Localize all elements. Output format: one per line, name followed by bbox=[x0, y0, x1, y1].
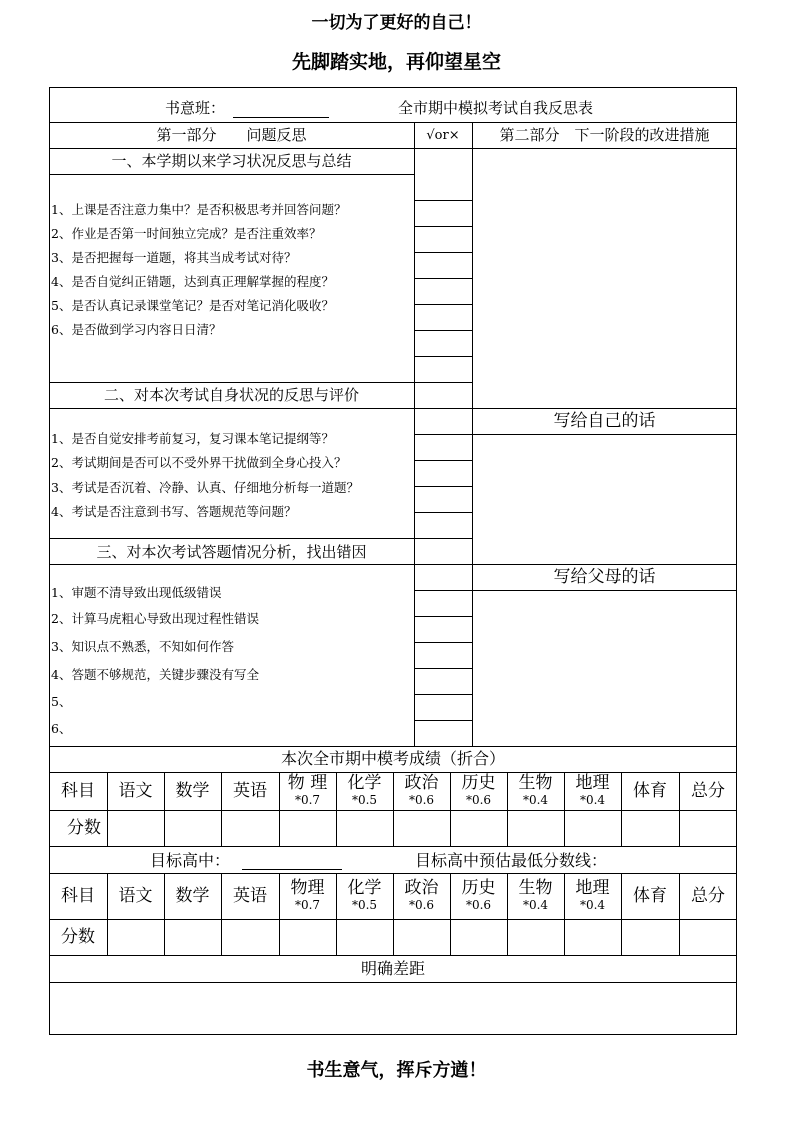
score-cell[interactable] bbox=[451, 811, 506, 845]
subject-factor: *0.7 bbox=[294, 793, 321, 807]
self-words-title: 写给自己的话 bbox=[553, 411, 656, 431]
score-cell[interactable] bbox=[508, 811, 563, 845]
score-cell[interactable] bbox=[108, 811, 163, 845]
section1-question: 5、是否认真记录课堂笔记？是否对笔记消化吸收？ bbox=[51, 298, 334, 313]
check-cell[interactable] bbox=[414, 642, 472, 643]
subject-header bbox=[279, 879, 336, 912]
score-cell[interactable] bbox=[337, 811, 392, 845]
check-header: √or× bbox=[426, 128, 460, 143]
score-cell[interactable] bbox=[394, 811, 449, 845]
score-cell[interactable] bbox=[451, 920, 506, 954]
section1-question: 6、是否做到学习内容日日清？ bbox=[51, 322, 222, 337]
subject-name: 化学 bbox=[347, 878, 382, 898]
subject-factor: *0.5 bbox=[351, 898, 378, 912]
subject-header bbox=[507, 879, 564, 912]
section3-question: 5、 bbox=[51, 694, 72, 709]
check-cell[interactable] bbox=[414, 668, 472, 669]
subject-name: 数学 bbox=[175, 781, 210, 801]
score-cell[interactable] bbox=[508, 920, 563, 954]
section1-title: 一、本学期以来学习状况反思与总结 bbox=[111, 152, 352, 170]
subject-name: 语文 bbox=[118, 886, 153, 906]
subject-factor: *0.4 bbox=[579, 898, 606, 912]
check-cell[interactable] bbox=[414, 226, 472, 227]
section2-question: 3、考试是否沉着、冷静、认真、仔细地分析每一道题？ bbox=[51, 480, 359, 495]
subject-name: 历史 bbox=[461, 773, 496, 793]
section2-question: 1、是否自觉安排考前复习，复习课本笔记提纲等？ bbox=[51, 431, 334, 446]
check-cell[interactable] bbox=[414, 356, 472, 357]
section1-question: 3、是否把握每一道题，将其当成考试对待？ bbox=[51, 250, 297, 265]
score-label: 分数 bbox=[67, 818, 101, 838]
part1-header: 第一部分 问题反思 bbox=[156, 126, 307, 144]
check-cell[interactable] bbox=[414, 252, 472, 253]
score-cell[interactable] bbox=[280, 920, 335, 954]
section1-question: 1、上课是否注意力集中？是否积极思考并回答问题？ bbox=[51, 202, 347, 217]
subject-header bbox=[279, 774, 336, 807]
form-title: 全市期中模拟考试自我反思表 bbox=[398, 99, 594, 117]
subject-header bbox=[221, 887, 279, 905]
scores-title: 本次全市期中模考成绩（折合） bbox=[280, 749, 505, 768]
target-school-blank[interactable] bbox=[242, 869, 342, 870]
score-cell[interactable] bbox=[280, 811, 335, 845]
subject-factor: *0.6 bbox=[465, 793, 492, 807]
subject-factor: *0.6 bbox=[465, 898, 492, 912]
section3-title: 三、对本次考试答题情况分析，找出错因 bbox=[96, 543, 367, 561]
section3-question: 1、审题不清导致出现低级错误 bbox=[51, 585, 222, 600]
subject-factor: *0.6 bbox=[408, 793, 435, 807]
subject-header bbox=[507, 774, 564, 807]
check-cell[interactable] bbox=[414, 694, 472, 695]
subject-header bbox=[107, 887, 164, 905]
subject-factor: *0.5 bbox=[351, 793, 378, 807]
subject-name: 地理 bbox=[575, 878, 610, 898]
check-cell[interactable] bbox=[414, 434, 472, 435]
check-cell[interactable] bbox=[414, 512, 472, 513]
subject-header bbox=[450, 879, 507, 912]
part2-header: 第二部分 下一阶段的改进措施 bbox=[499, 126, 710, 144]
score-label: 分数 bbox=[61, 927, 95, 947]
score-cell[interactable] bbox=[565, 811, 620, 845]
score-cell[interactable] bbox=[108, 920, 163, 954]
subject-header bbox=[564, 879, 621, 912]
parent-words-title: 写给父母的话 bbox=[553, 567, 656, 587]
target-school-label: 目标高中： bbox=[150, 851, 231, 870]
subject-header bbox=[393, 879, 450, 912]
score-cell[interactable] bbox=[622, 811, 678, 845]
subject-factor: *0.4 bbox=[579, 793, 606, 807]
subject-name: 英语 bbox=[233, 781, 267, 801]
section2-question: 4、考试是否注意到书写、答题规范等问题？ bbox=[51, 504, 297, 519]
subject-label: 科目 bbox=[61, 781, 95, 801]
subject-header bbox=[450, 774, 507, 807]
check-cell[interactable] bbox=[414, 590, 472, 591]
score-cell[interactable] bbox=[337, 920, 392, 954]
section2-title: 二、对本次考试自身状况的反思与评价 bbox=[103, 386, 359, 404]
subject-name: 语文 bbox=[118, 781, 153, 801]
check-cell[interactable] bbox=[414, 460, 472, 461]
subject-header bbox=[164, 887, 221, 905]
subject-header bbox=[679, 887, 737, 905]
subject-name: 体育 bbox=[633, 781, 667, 801]
subject-header bbox=[164, 782, 221, 800]
subject-name: 总分 bbox=[691, 781, 725, 801]
motto-title: 一切为了更好的自己！ bbox=[311, 13, 482, 33]
section3-question: 2、计算马虎粗心导致出现过程性错误 bbox=[51, 611, 259, 626]
subject-header bbox=[564, 774, 621, 807]
subject-name: 生物 bbox=[518, 878, 553, 898]
section2-question: 2、考试期间是否可以不受外界干扰做到全身心投入？ bbox=[51, 455, 347, 470]
subject-factor: *0.4 bbox=[522, 898, 549, 912]
gap-area[interactable] bbox=[50, 983, 736, 1034]
subject-name: 历史 bbox=[461, 878, 496, 898]
subject-name: 英语 bbox=[233, 886, 267, 906]
check-cell[interactable] bbox=[414, 200, 472, 201]
check-cell[interactable] bbox=[414, 304, 472, 305]
check-cell[interactable] bbox=[414, 616, 472, 617]
subject-header bbox=[621, 887, 679, 905]
subject-name: 政治 bbox=[404, 878, 439, 898]
score-cell[interactable] bbox=[165, 920, 220, 954]
subject-name: 政治 bbox=[404, 773, 439, 793]
subject-header bbox=[336, 879, 393, 912]
target-min-score-label: 目标高中预估最低分数线： bbox=[415, 851, 608, 870]
subject-name: 体育 bbox=[633, 886, 667, 906]
subject-factor: *0.7 bbox=[294, 898, 321, 912]
score-cell[interactable] bbox=[165, 811, 220, 845]
score-cell[interactable] bbox=[222, 920, 278, 954]
subject-factor: *0.6 bbox=[408, 898, 435, 912]
subject-name: 地理 bbox=[575, 773, 610, 793]
subject-name: 化学 bbox=[347, 773, 382, 793]
check-cell[interactable] bbox=[414, 330, 472, 331]
section3-question: 4、答题不够规范，关键步骤没有写全 bbox=[51, 667, 259, 682]
subject-name: 数学 bbox=[175, 886, 210, 906]
section3-question: 6、 bbox=[51, 721, 72, 736]
subject-name: 生物 bbox=[518, 773, 553, 793]
subject-name: 物 理 bbox=[287, 773, 328, 793]
section1-question: 2、作业是否第一时间独立完成？是否注重效率？ bbox=[51, 226, 322, 241]
subject-name: 物理 bbox=[290, 878, 325, 898]
motto-subtitle: 先脚踏实地，再仰望星空 bbox=[291, 51, 501, 73]
score-cell[interactable] bbox=[680, 811, 736, 845]
subject-header bbox=[621, 782, 679, 800]
section3-question: 3、知识点不熟悉，不知如何作答 bbox=[51, 639, 234, 654]
check-cell[interactable] bbox=[414, 278, 472, 279]
check-cell[interactable] bbox=[414, 720, 472, 721]
footer-motto: 书生意气，挥斥方遒！ bbox=[306, 1060, 487, 1081]
score-cell[interactable] bbox=[680, 920, 736, 954]
subject-header bbox=[679, 782, 737, 800]
subject-factor: *0.4 bbox=[522, 793, 549, 807]
subject-header bbox=[107, 782, 164, 800]
score-cell[interactable] bbox=[222, 811, 278, 845]
check-cell[interactable] bbox=[414, 486, 472, 487]
section1-question: 4、是否自觉纠正错题，达到真正理解掌握的程度？ bbox=[51, 274, 334, 289]
score-cell[interactable] bbox=[622, 920, 678, 954]
score-cell[interactable] bbox=[565, 920, 620, 954]
subject-header bbox=[393, 774, 450, 807]
subject-label: 科目 bbox=[61, 886, 95, 906]
subject-header bbox=[336, 774, 393, 807]
gap-title: 明确差距 bbox=[360, 959, 425, 978]
score-cell[interactable] bbox=[394, 920, 449, 954]
subject-header bbox=[221, 782, 279, 800]
subject-name: 总分 bbox=[691, 886, 725, 906]
class-label: 书意班： bbox=[165, 99, 226, 117]
class-blank[interactable] bbox=[233, 117, 329, 118]
